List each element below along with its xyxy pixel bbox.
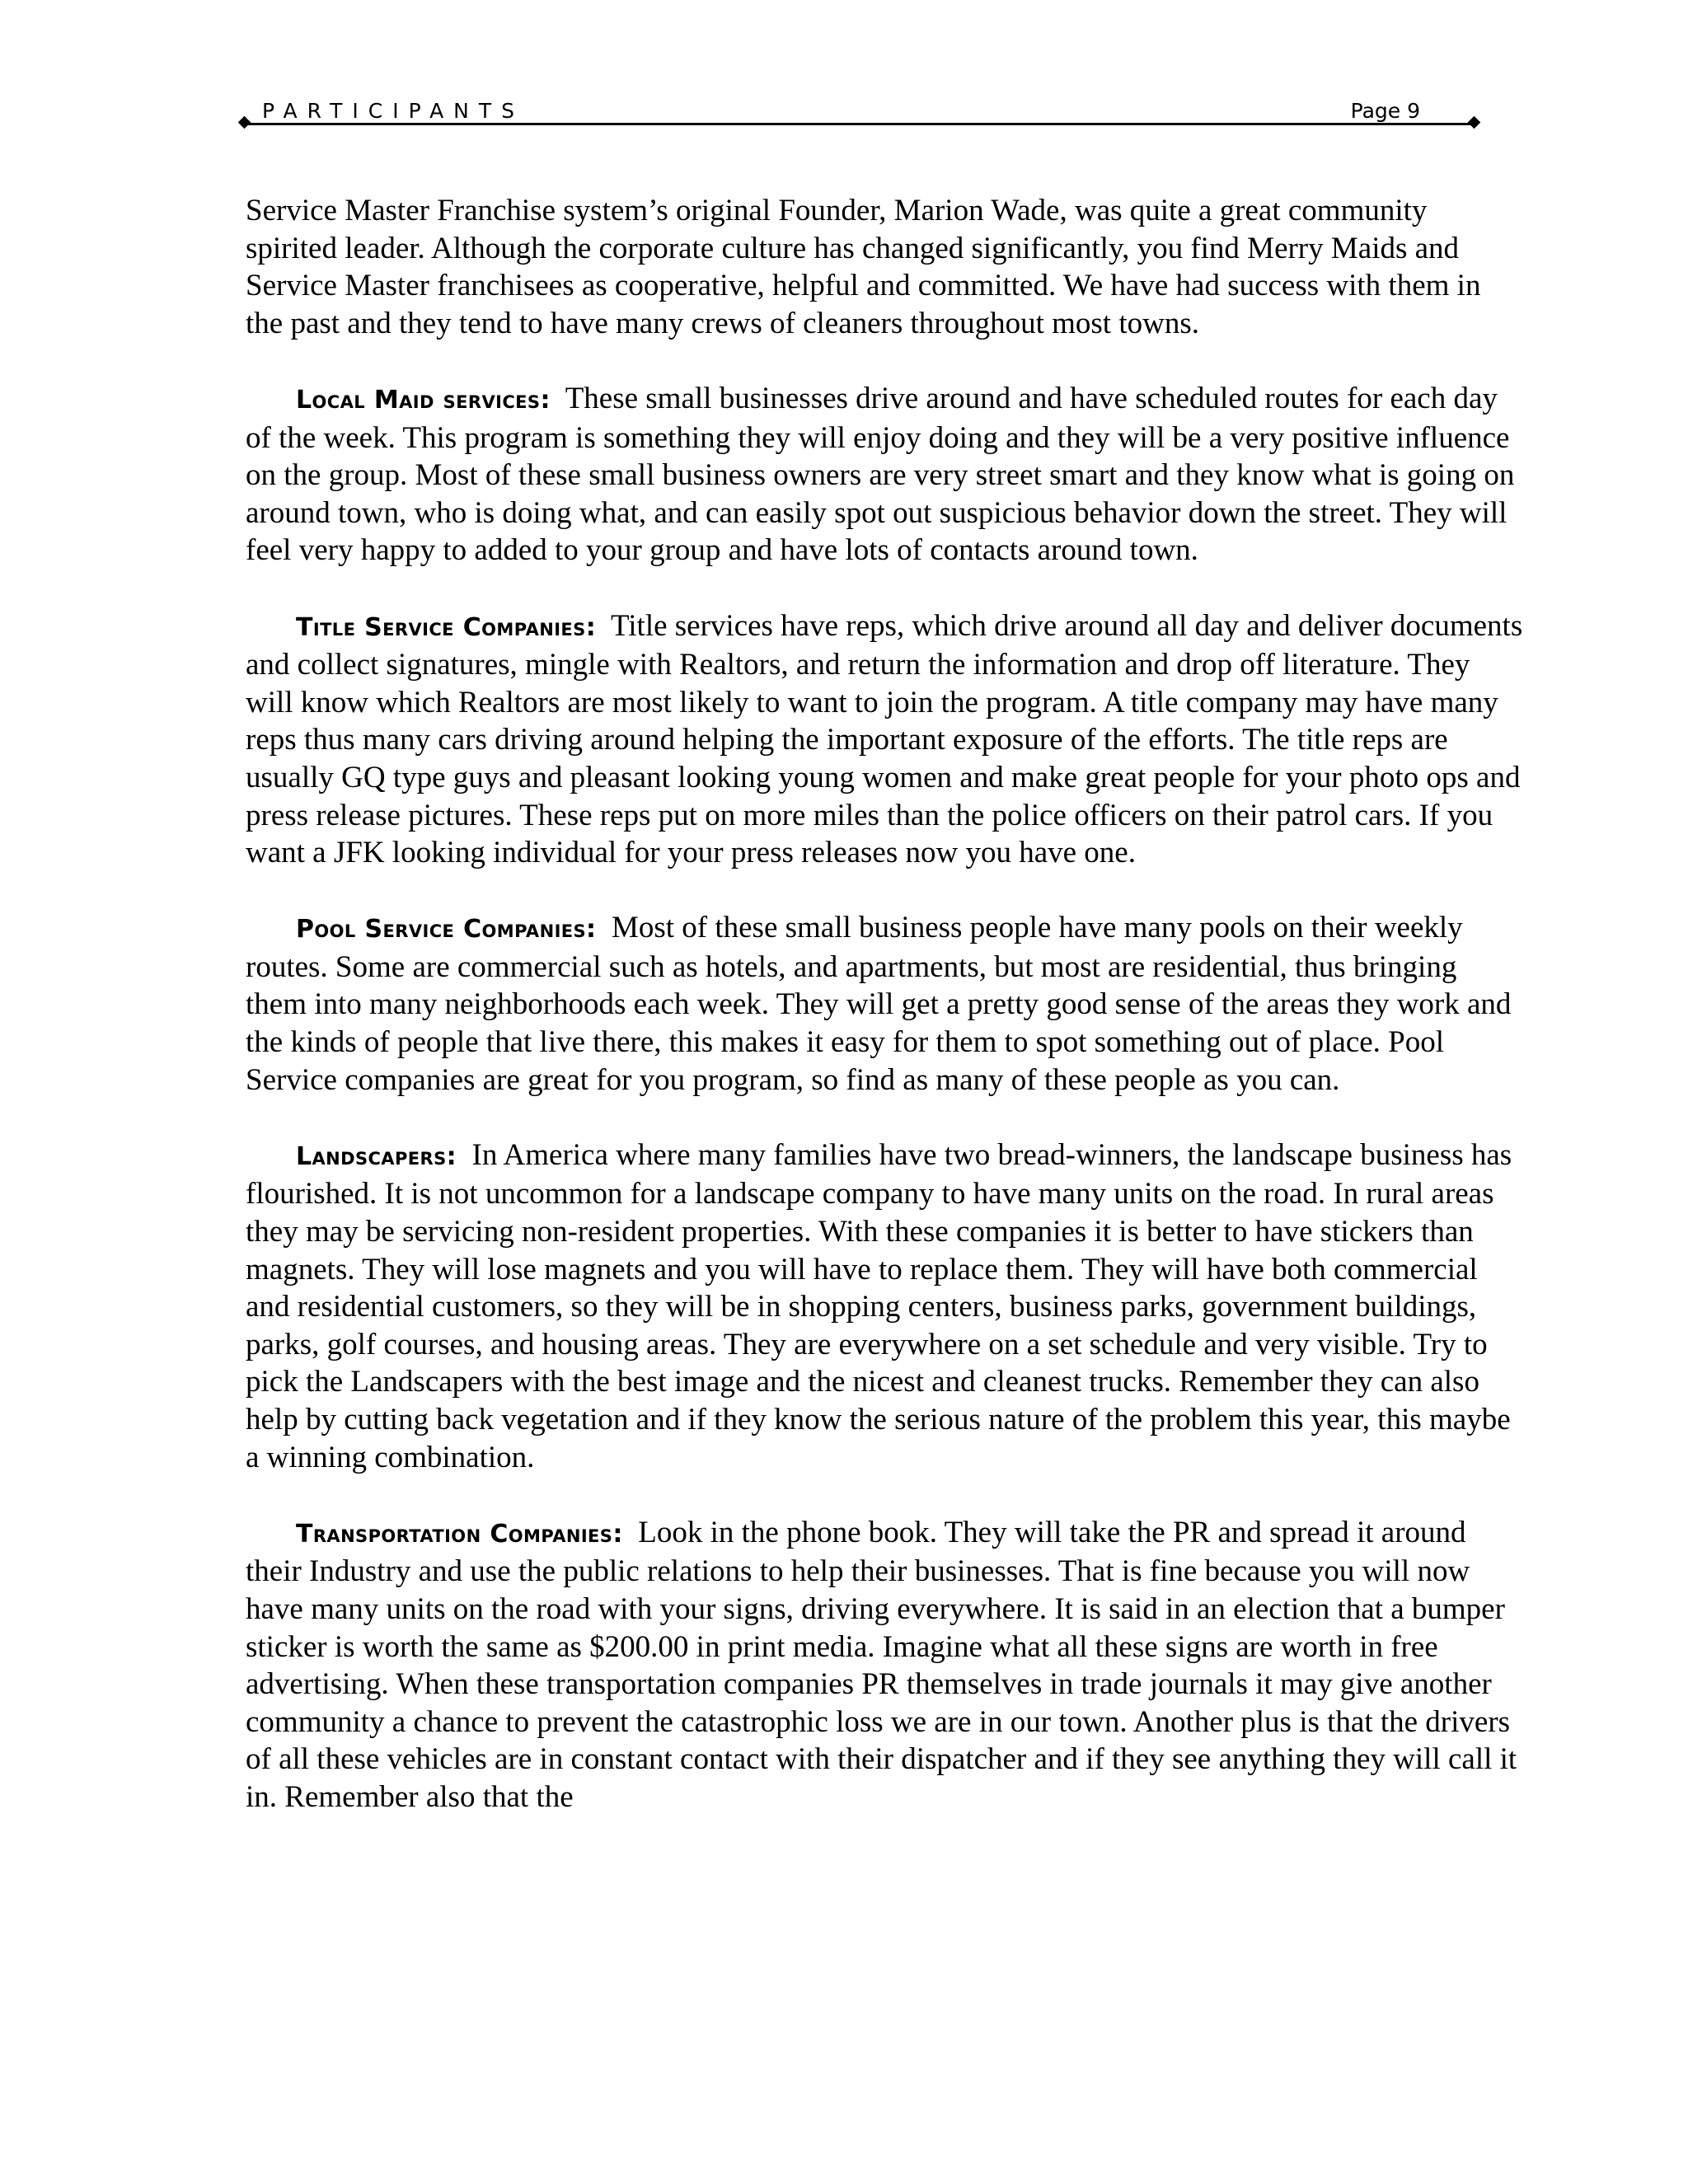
- section-title-service-companies: [246, 607, 1523, 872]
- intro-paragraph: Service Master Franchise system’s original Founder, Marion Wade, was quite a great community spirited leader. Although the corporate culture has changed significantly, you find Merry Maids and Service Master franchisees as cooperative, helpful and committed. We have had success with them in the past and they tend to have many crews of cleaners throughout most towns.: [246, 194, 1481, 340]
- section-transportation-companies: [246, 1514, 1523, 1816]
- section-body: In America where many families have two bread-winners, the landscape business has flourished. It is not uncommon for a landscape company to have many units on the road. In rural areas they may be servicing non-resident properties. With these companies it is better to have stickers than magnets. They will lose magnets and you will have to replace them. They will have both commercial and residential customers, so they will be in shopping centers, business parks, government buildings, parks, golf courses, and housing areas. They are everywhere on a set schedule and very visible. Try to pick the Landscapers with the best image and the nicest and cleanest trucks. Remember they can also help by cutting back vegetation and if they know the serious nature of the problem this year, this maybe a winning combination.: [246, 1137, 1512, 1474]
- section-body: Most of these small business people have many pools on their weekly routes. Some are commercial such as hotels, and apartments, but most are residential, thus bringing them into many neighborhoods each week. They will get a pretty good sense of the areas they work and the kinds of people that live there, this makes it easy for them to spot something out of place. Pool Service companies are great for you program, so find as many of these people as you can.: [246, 911, 1512, 1097]
- running-header: [239, 92, 1479, 129]
- section-body: Look in the phone book. They will take the PR and spread it around their Industry and use the public relations to help their businesses. That is fine because you will now have many units on the road with your signs, driving everywhere. It is said in an election that a bumper sticker is worth the same as $200.00 in print media. Imagine what all these signs are worth in free advertising. When these transportation companies PR themselves in trade journals it may give another community a chance to prevent the catastrophic loss we are in our town. Another plus is that the drivers of all these vehicles are in constant contact with their dispatcher and if they see anything they will call it in. Remember also that the: [246, 1515, 1517, 1814]
- header-page-number: Page 9: [1350, 99, 1420, 123]
- section-heading: Transportation Companies:: [296, 1519, 623, 1549]
- right-diamond-ornament: [1468, 116, 1481, 129]
- section-heading: Local Maid services:: [296, 385, 551, 415]
- section-local-maid-services: [246, 380, 1523, 569]
- section-heading: Title Service Companies:: [296, 612, 597, 642]
- section-pool-service-companies: [246, 909, 1523, 1099]
- section-body: These small businesses drive around and have scheduled routes for each day of the week. This program is something they will enjoy doing and they will be a very positive influence on the group. Most of these small business owners are very street smart and they know what is going on around town, who is doing what, and can easily spot out suspicious behavior down the street. They will feel very happy to added to your group and have lots of contacts around town.: [246, 381, 1515, 568]
- section-landscapers: [246, 1137, 1523, 1476]
- section-body: Title services have reps, which drive around all day and deliver documents and collect signatures, mingle with Realtors, and return the information and drop off literature. They will know which Realtors are most likely to want to join the program. A title company may have many reps thus many cars driving around helping the important exposure of the efforts. The title reps are usually GQ type guys and pleasant looking young women and make great people for your photo ops and press release pictures. These reps put on more miles than the police officers on their patrol cars. If you want a JFK looking individual for your press releases now you have one.: [246, 608, 1523, 870]
- body-text: [246, 192, 1523, 1854]
- section-heading: Landscapers:: [296, 1141, 457, 1171]
- header-rule: [244, 123, 1475, 125]
- header-section-title: PARTICIPANTS: [262, 99, 525, 123]
- section-heading: Pool Service Companies:: [296, 915, 597, 944]
